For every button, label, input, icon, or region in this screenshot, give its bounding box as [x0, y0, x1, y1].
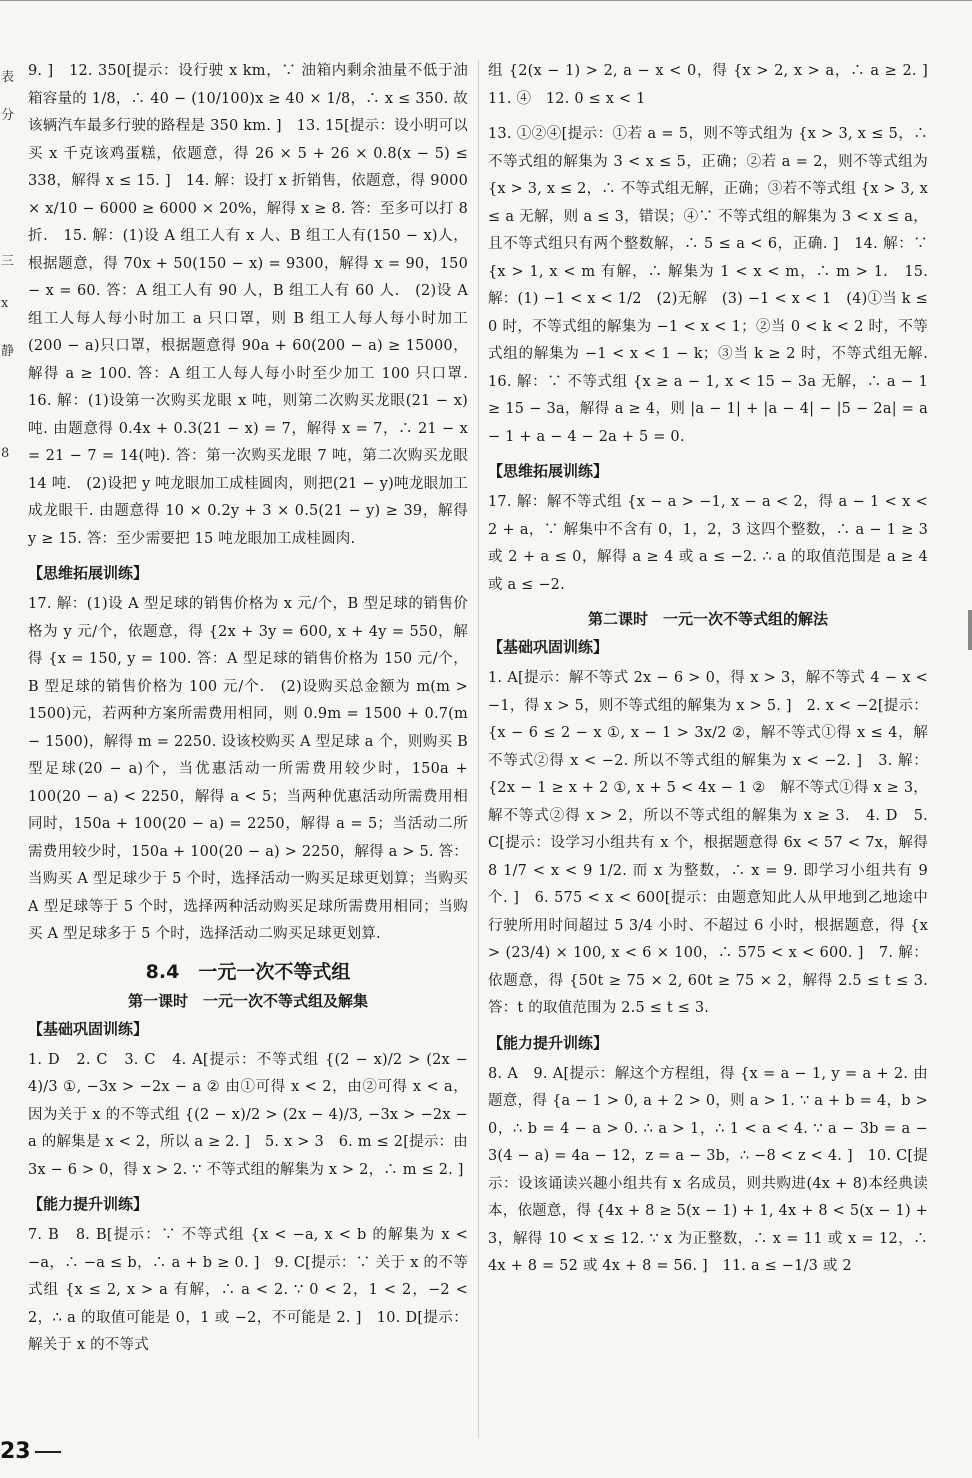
right-answers-13-16: 13. ①②④[提示：①若 a = 5，则不等式组为 {x > 3, x ≤ 5，∴ 不等式组的解集为 3 < x ≤ 5，正确；②若 a = 2，则不等式组为 {x > 3, x ≤ 2，∴ 不等式组无解，正确；③若不等式组 {x > 3, x ≤ a 无解，则 a ≤ 3，错误；④∵ 不等式组的解集为 3 < x ≤ a，且不等式组只有两个整数解，∴ 5 ≤ a < 6，正确. ] 14. 解：∵ {x > 1, x < m 有解，∴ 解集为 1 < x < m，∴ m > 1. 15. 解：(1) −1 < x < 1/2 (2)无解 (3) −1 < x < 1 (4)①当 k ≤ 0 时，不等式组的解集为 −1 < x < 1；②当 0 < k < 2 时，不等式组的解集为 −1 < x < 1 − k；③当 k ≥ 2 时，不等式组无解. 16. 解：∵ 不等式组 {x ≥ a − 1, x < 15 − 3a 无解，∴ a − 1 ≥ 15 − 3a，解得 a ≥ 4，则 |a − 1| + |a − 4| − |5 − 2a| = a − 1 + a − 4 − 2a + 5 = 0.: [488, 126, 943, 445]
edge-char: 静: [1, 344, 15, 359]
heading-thinking-extension-2: 【思维拓展训练】: [488, 462, 609, 480]
page-number-dash: [35, 1451, 61, 1453]
heading-ability-training: 【能力提升训练】: [28, 1195, 149, 1213]
lesson-1-title: 第一课时 一元一次不等式组及解集: [127, 991, 368, 1010]
left-answers-9-16: 9. ] 12. 350[提示：设行驶 x km，∵ 油箱内剩余油量不低于油箱容量的 1/8，∴ 40 − (10/100)x ≥ 40 × 1/8，∴ x ≤ 350. 故该辆汽车最多行驶的路程是 350 km. ] 13. 15[提示：设小明可以买 x 千克该鸡蛋糕，依题意，得 26 × 5 + 26 × 0.8(x − 5) ≤ 338，解得 x ≤ 15. ] 14. 解：设打 x 折销售，依题意，得 9000 × x/10 − 6000 ≥ 6000 × 20%，解得 x ≥ 8. 答：至多可以打 8 折. 15. 解：(1)设 A 组工人有 x 人、B 组工人有(150 − x)人，根据题意，得 70x + 50(150 − x) = 9300，解得 x = 90，150 − x = 60. 答：A 组工人有 90 人，B 组工人有 60 人. (2)设 A 组工人每人每小时加工 a 只口罩，则 B 组工人每人每小时加工(200 − a)只口罩，根据题意得 90a + 60(200 − a) ≥ 15000，解得 a ≥ 100. 答：A 组工人每人每小时至少加工 100 只口罩. 16. 解：(1)设第一次购买龙眼 x 吨，则第二次购买龙眼(21 − x)吨. 由题意得 0.4x + 0.3(21 − x) = 7，解得 x = 7，∴ 21 − x = 21 − 7 = 14(吨). 答：第一次购买龙眼 7 吨，第二次购买龙眼 14 吨. (2)设把 y 吨龙眼加工成桂圆肉，则把(21 − y)吨龙眼加工成龙眼干. 由题意得 10 × 0.2y + 3 × 0.5(21 − y) ≥ 39，解得 y ≥ 15. 答：至少需要把 15 吨龙眼加工成桂圆肉.: [28, 63, 483, 547]
section-title: 8.4 一元一次不等式组: [145, 960, 351, 983]
page-edge-tab: [968, 610, 972, 650]
right-answer-17: 17. 解：解不等式组 {x − a > −1, x − a < 2，得 a − 1 < x < 2 + a，∵ 解集中不含有 0，1，2，3 这四个整数，∴ a − 1 ≥ 3 或 2 + a ≤ 0，解得 a ≥ 4 或 a ≤ −2. ∴ a 的取值范围是 a ≥ 4 或 a ≤ −2.: [488, 494, 928, 593]
lesson-1-basic-answers: 1. D 2. C 3. C 4. A[提示：不等式组 {(2 − x)/2 > (2x − 4)/3 ①, −3x > −2x − a ② 由①可得 x < 2，由②可得 x < a，因为关于 x 的不等式组 {(2 − x)/2 > (2x − 4)/3, −3x > −2x − a 的解集是 x < 2，所以 a ≥ 2. ] 5. x > 3 6. m ≤ 2[提示：由 3x − 6 > 0，得 x > 2. ∵ 不等式组的解集为 x > 2，∴ m ≤ 2. ]: [28, 1051, 468, 1178]
top-rule: [0, 0, 972, 1]
edge-char: x: [1, 296, 9, 311]
page-number: [0, 1439, 61, 1464]
edge-char: 分: [1, 108, 15, 123]
left-margin-fragment: [0, 60, 16, 1400]
edge-char: 8: [1, 446, 10, 461]
heading-basic-training: 【基础巩固训练】: [28, 1019, 149, 1038]
left-answer-17: 17. 解：(1)设 A 型足球的销售价格为 x 元/个，B 型足球的销售价格为 y 元/个，依题意，得 {2x + 3y = 600, x + 4y = 550，解得 {x = 150, y = 100. 答：A 型足球的销售价格为 150 元/个，B 型足球的销售价格为 100 元/个. (2)设购买总金额为 m(m > 1500)元，若两种方案所需费用相同，则 0.9m = 1500 + 0.7(m − 1500)，解得 m = 2250. 设该校购买 A 型足球 a 个，则购买 B 型足球(20 − a)个，当优惠活动一所需费用较少时，150a + 100(20 − a) < 2250，解得 a < 5；当两种优惠活动所需费用相同时，150a + 100(20 − a) = 2250，解得 a = 5；当活动二所需费用较少时，150a + 100(20 − a) > 2250，解得 a > 5. 答：当购买 A 型足球少于 5 个时，选择活动一购买足球更划算；当购买 A 型足球等于 5 个时，选择两种活动购买足球所需费用相同；当购买 A 型足球多于 5 个时，选择活动二购买足球更划算.: [28, 596, 468, 942]
column-divider: [478, 60, 479, 1438]
lesson-1-ability-answers: 7. B 8. B[提示：∵ 不等式组 {x < −a, x < b 的解集为 x < −a，∴ −a ≤ b，∴ a + b ≥ 0. ] 9. C[提示：∵ 关于 x 的不等式组 {x ≤ 2, x > a 有解，∴ a < 2. ∵ 0 < 2，1 < 2，−2 < 2，∴ a 的取值可能是 0，1 或 −2，不可能是 2. ] 10. D[提示：解关于 x 的不等式: [28, 1227, 468, 1353]
lesson-2-ability-answers: 8. A 9. A[提示：解这个方程组，得 {x = a − 1, y = a + 2. 由题意，得 {a − 1 > 0, a + 2 > 0，则 a > 1. ∵ a + b = 4，b > 0，∴ b = 4 − a > 0. ∴ a > 1，∴ 1 < a < 4. ∵ a − 3b = a − 3(4 − a) = 4a − 12，z = a − 3b，∴ −8 < z < 4. ] 10. C[提示：设该诵读兴趣小组共有 x 名成员，则共购进(4x + 8)本经典读本，依题意，得 {4x + 8 ≥ 5(x − 1) + 1, 4x + 8 < 5(x − 1) + 3，解得 10 < x ≤ 12. ∵ x 为正整数，∴ x = 11 或 x = 12，∴ 4x + 8 = 52 或 4x + 8 = 56. ] 11. a ≤ −1/3 或 2: [488, 1065, 928, 1274]
right-answers-10-12: 组 {2(x − 1) > 2, a − x < 0，得 {x > 2, x > a，∴ a ≥ 2. ] 11. ④ 12. 0 ≤ x < 1: [488, 63, 943, 107]
lesson-2-title: 第二课时 一元一次不等式组的解法: [587, 610, 828, 628]
lesson-2-basic-answers: 1. A[提示：解不等式 2x − 6 > 0，得 x > 3，解不等式 4 − x < −1，得 x > 5，则不等式组的解集为 x > 5. ] 2. x < −2[提示：{x − 6 ≤ 2 − x ①, x − 1 > 3x/2 ②，解不等式①得 x ≤ 4，解不等式②得 x < −2. 所以不等式组的解集为 x < −2. ] 3. 解：{2x − 1 ≥ x + 2 ①, x + 5 < 4x − 1 ② 解不等式①得 x ≥ 3，解不等式②得 x > 2，所以不等式组的解集为 x ≥ 3. 4. D 5. C[提示：设学习小组共有 x 个，根据题意得 6x < 57 < 7x，解得 8 1/7 < x < 9 1/2. 而 x 为整数，∴ x = 9. 即学习小组共有 9 个. ] 6. 575 < x < 600[提示：由题意知此人从甲地到乙地途中行驶所用时间超过 5 3/4 小时、不超过 6 小时，根据题意，得 {x > (23/4) × 100, x < 6 × 100，∴ 575 < x < 600. ] 7. 解：依题意，得 {50t ≥ 75 × 2, 60t ≥ 75 × 2，解得 2.5 ≤ t ≤ 3. 答：t 的取值范围为 2.5 ≤ t ≤ 3.: [488, 670, 928, 1016]
heading-basic-training-2: 【基础巩固训练】: [488, 638, 609, 656]
heading-ability-training-2: 【能力提升训练】: [488, 1033, 609, 1052]
page-number-text: 23: [0, 1439, 31, 1464]
heading-thinking-extension: 【思维拓展训练】: [28, 564, 149, 582]
right-column: [488, 58, 943, 1444]
left-column: [28, 58, 483, 1444]
edge-char: 三: [1, 254, 15, 269]
edge-char: 表: [1, 70, 15, 85]
